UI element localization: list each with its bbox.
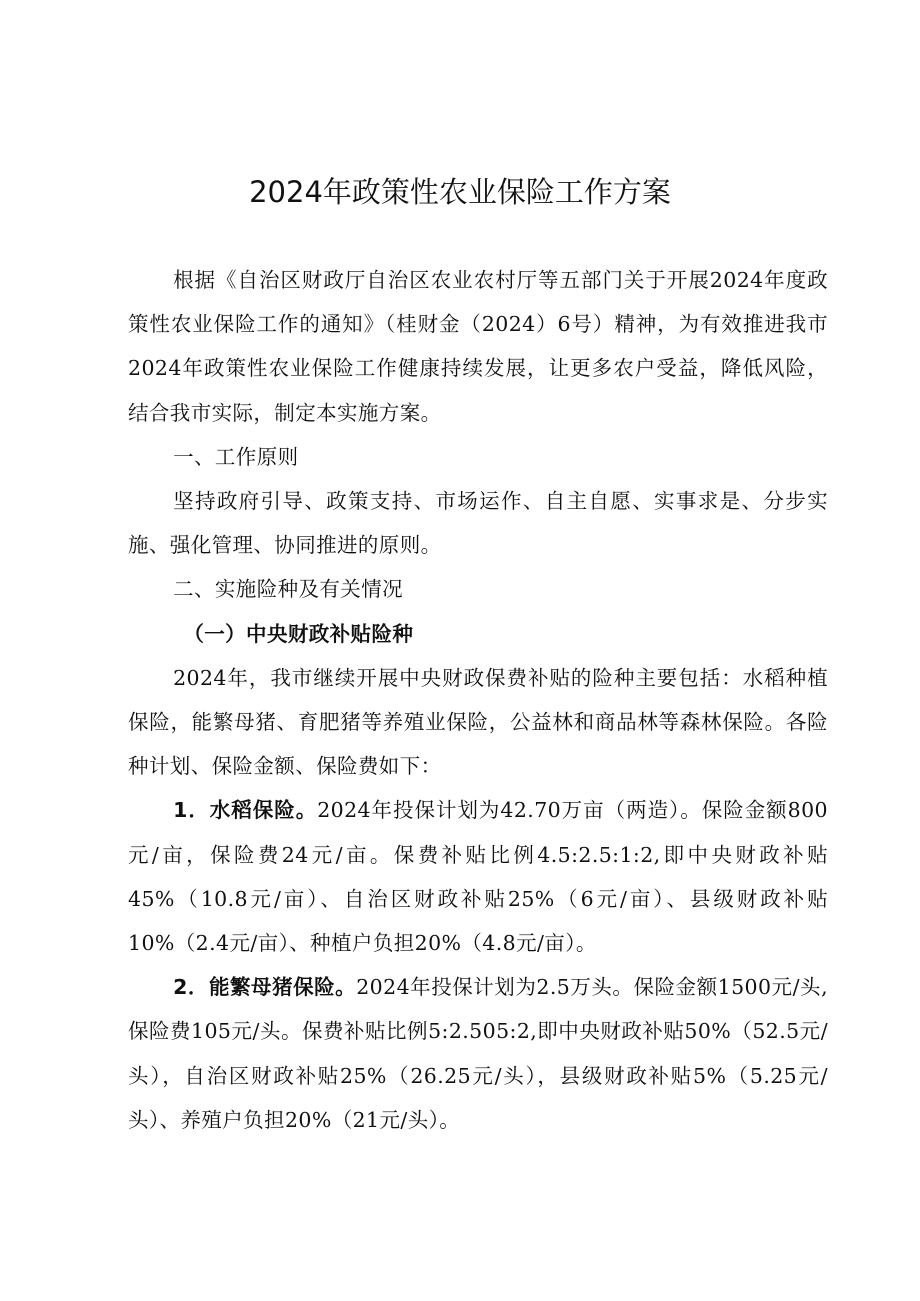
sow-insurance-paragraph bbox=[128, 965, 828, 1142]
rice-insurance-lead: 1．水稻保险。 bbox=[173, 798, 318, 823]
intro-paragraph: 根据《自治区财政厅自治区农业农村厅等五部门关于开展2024年度政策性农业保险工作的通知》（桂财金（2024）6号）精神，为有效推进我市2024年政策性农业保险工作健康持续发展，让更多农户受益，降低风险，结合我市实际，制定本实施方案。 bbox=[128, 268, 828, 425]
document-body bbox=[128, 258, 828, 1142]
subsection-heading-central-subsidy: （一）中央财政补贴险种 bbox=[183, 621, 414, 646]
principles-paragraph: 坚持政府引导、政策支持、市场运作、自主自愿、实事求是、分步实施、强化管理、协同推进的原则。 bbox=[128, 489, 828, 558]
section-heading-principles: 一、工作原则 bbox=[173, 444, 299, 469]
rice-insurance-text: 2024年投保计划为42.70万亩（两造）。保险金额800元/亩，保险费24元/亩。保费补贴比例4.5:2.5:1:2,即中央财政补贴45%（10.8元/亩）、自治区财政补贴25%（6元/亩）、县级财政补贴10%（2.4元/亩）、种植户负担20%（4.8元/亩）。 bbox=[128, 798, 828, 956]
document-title: 2024年政策性农业保险工作方案 bbox=[249, 175, 671, 209]
sow-insurance-text: 2024年投保计划为2.5万头。保险金额1500元/头,保险费105元/头。保费补贴比例5:2.505:2,即中央财政补贴50%（52.5元/头），自治区财政补贴25%（26.25元/头），县级财政补贴5%（5.25元/头）、养殖户负担20%（21元/头）。 bbox=[128, 975, 828, 1132]
section-heading-insurance-types: 二、实施险种及有关情况 bbox=[173, 577, 403, 602]
rice-insurance-paragraph bbox=[128, 788, 828, 965]
sow-insurance-lead: 2．能繁母猪保险。 bbox=[173, 975, 357, 1000]
central-subsidy-paragraph: 2024年，我市继续开展中央财政保费补贴的险种主要包括：水稻种植保险，能繁母猪、育肥猪等养殖业保险，公益林和商品林等森林保险。各险种计划、保险金额、保险费如下： bbox=[128, 665, 828, 779]
